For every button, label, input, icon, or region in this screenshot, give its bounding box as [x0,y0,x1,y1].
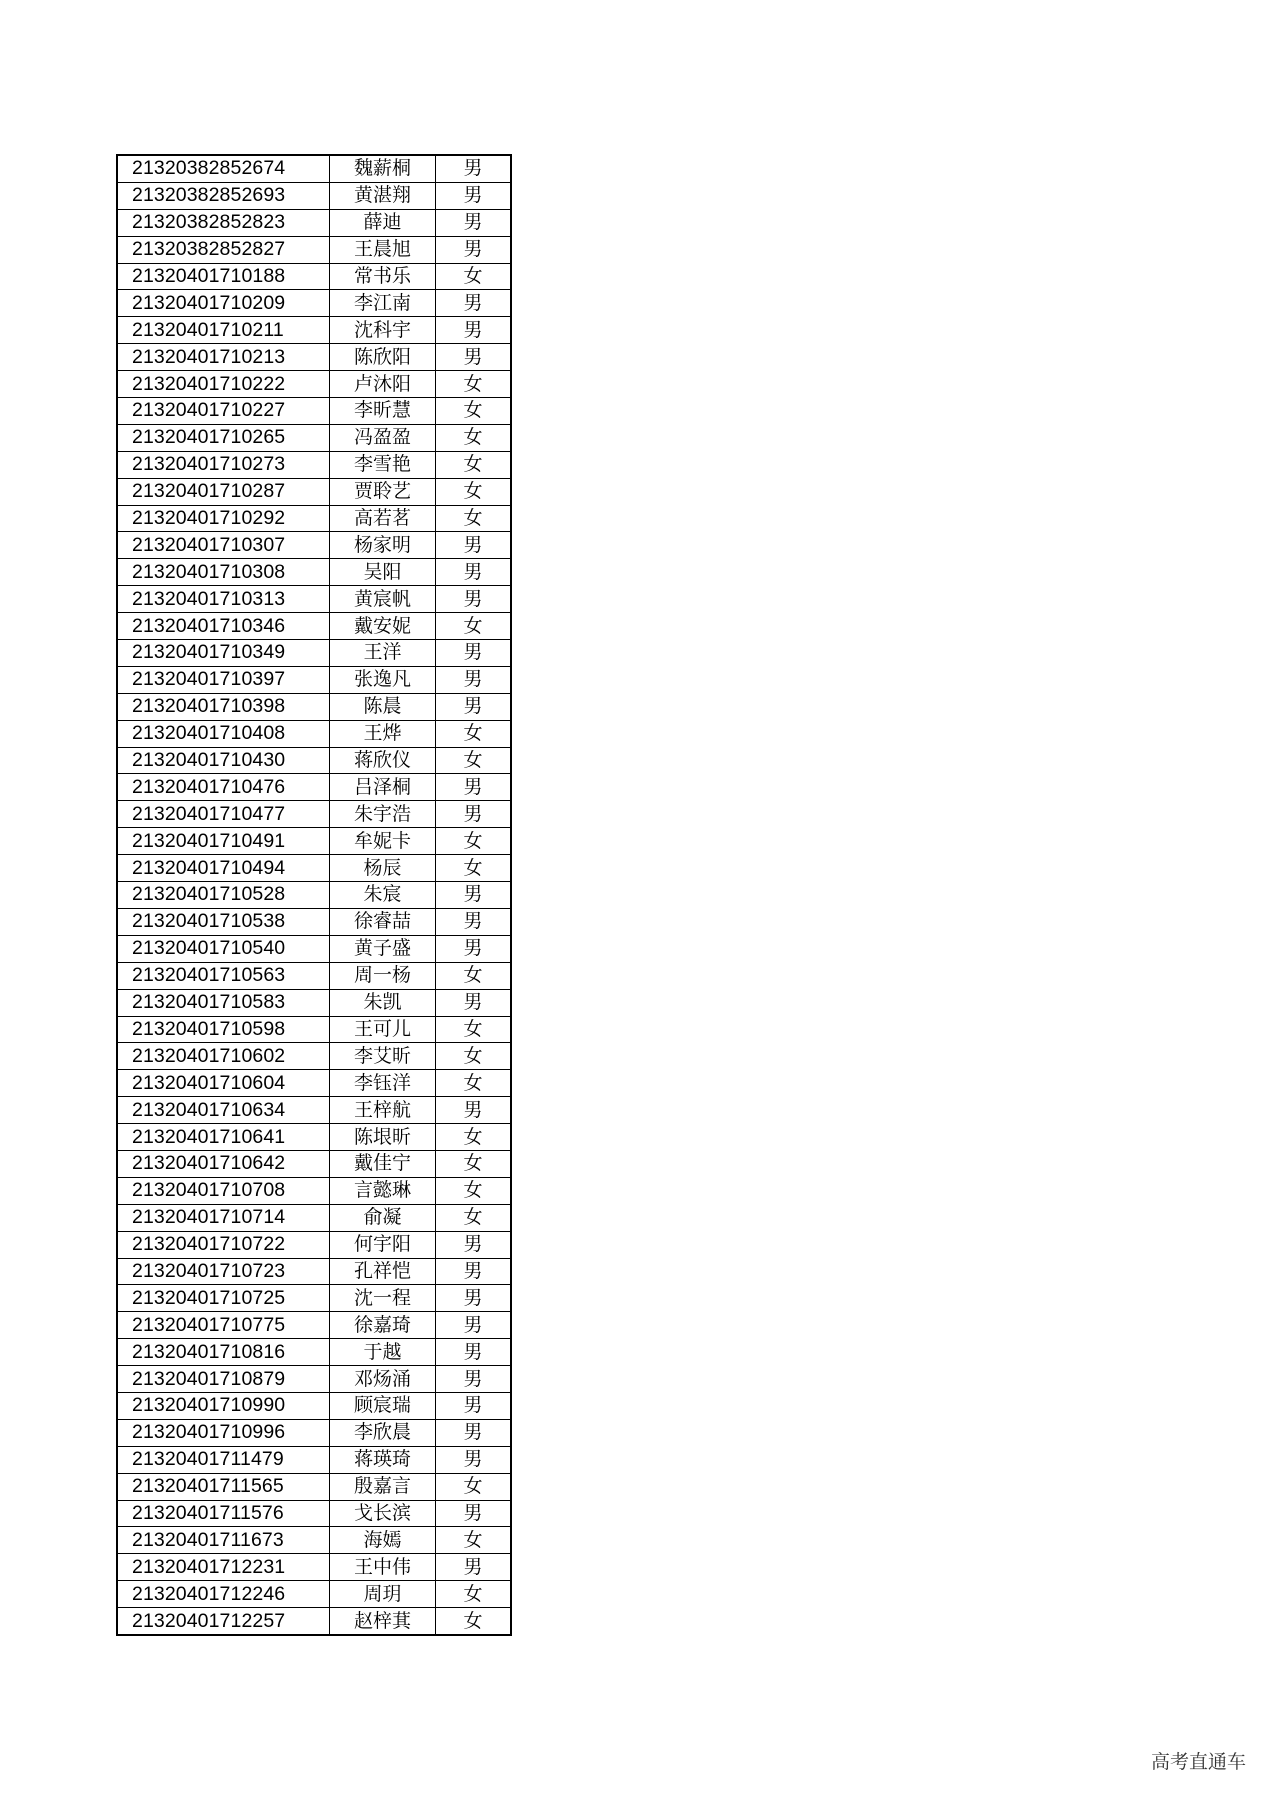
student-name-cell: 顾宸瑞 [330,1392,436,1419]
gender-cell: 男 [436,774,512,801]
gender-cell: 女 [436,1608,512,1635]
table-body [117,155,511,1635]
student-name-cell: 蒋瑛琦 [330,1446,436,1473]
student-name-cell: 于越 [330,1339,436,1366]
exam-id-cell: 21320401710598 [117,1016,330,1043]
gender-cell: 男 [436,1419,512,1446]
student-name-cell: 王中伟 [330,1554,436,1581]
table-row [117,855,511,882]
table-row [117,1500,511,1527]
table-row [117,236,511,263]
student-name-cell: 李钰洋 [330,1070,436,1097]
table-row [117,1204,511,1231]
table-row [117,317,511,344]
gender-cell: 男 [436,801,512,828]
student-name-cell: 黄宸帆 [330,586,436,613]
exam-id-cell: 21320401711565 [117,1473,330,1500]
table-row [117,935,511,962]
exam-id-cell: 21320382852827 [117,236,330,263]
exam-id-cell: 21320401710528 [117,882,330,909]
exam-id-cell: 21320401710397 [117,666,330,693]
table-row [117,1124,511,1151]
gender-cell: 男 [436,209,512,236]
gender-cell: 男 [436,155,512,182]
table-row [117,1581,511,1608]
gender-cell: 女 [436,1016,512,1043]
table-row [117,451,511,478]
gender-cell: 女 [436,1124,512,1151]
gender-cell: 女 [436,1150,512,1177]
exam-id-cell: 21320401711479 [117,1446,330,1473]
exam-id-cell: 21320401710990 [117,1392,330,1419]
table-row [117,1258,511,1285]
gender-cell: 女 [436,1204,512,1231]
gender-cell: 女 [436,478,512,505]
student-name-cell: 李艾昕 [330,1043,436,1070]
gender-cell: 男 [436,666,512,693]
student-name-cell: 朱宸 [330,882,436,909]
student-name-cell: 陈垠昕 [330,1124,436,1151]
table-row [117,1231,511,1258]
exam-id-cell: 21320401710602 [117,1043,330,1070]
table-row [117,1392,511,1419]
student-name-cell: 周一杨 [330,962,436,989]
gender-cell: 女 [436,613,512,640]
student-name-cell: 牟妮卡 [330,828,436,855]
exam-id-cell: 21320401710491 [117,828,330,855]
table-row [117,1419,511,1446]
table-row [117,1608,511,1635]
student-name-cell: 朱凯 [330,989,436,1016]
table-row [117,559,511,586]
exam-id-cell: 21320401710213 [117,344,330,371]
gender-cell: 男 [436,317,512,344]
student-name-cell: 李江南 [330,290,436,317]
student-name-cell: 殷嘉言 [330,1473,436,1500]
table-row [117,962,511,989]
exam-id-cell: 21320401710634 [117,1097,330,1124]
gender-cell: 女 [436,828,512,855]
table-row [117,882,511,909]
gender-cell: 男 [436,1366,512,1393]
exam-id-cell: 21320401710723 [117,1258,330,1285]
student-name-cell: 王梓航 [330,1097,436,1124]
student-name-cell: 周玥 [330,1581,436,1608]
exam-id-cell: 21320401710725 [117,1285,330,1312]
exam-id-cell: 21320401710307 [117,532,330,559]
gender-cell: 女 [436,855,512,882]
gender-cell: 男 [436,1285,512,1312]
exam-id-cell: 21320401710583 [117,989,330,1016]
table-row [117,344,511,371]
gender-cell: 女 [436,371,512,398]
gender-cell: 女 [436,263,512,290]
student-name-cell: 高若茗 [330,505,436,532]
student-name-cell: 王晨旭 [330,236,436,263]
exam-id-cell: 21320401710313 [117,586,330,613]
table-row [117,371,511,398]
student-name-cell: 俞凝 [330,1204,436,1231]
gender-cell: 男 [436,1258,512,1285]
student-name-cell: 戴佳宁 [330,1150,436,1177]
student-name-cell: 戈长滨 [330,1500,436,1527]
student-name-cell: 陈欣阳 [330,344,436,371]
table-row [117,1366,511,1393]
exam-id-cell: 21320401710308 [117,559,330,586]
gender-cell: 男 [436,935,512,962]
exam-id-cell: 21320401710349 [117,640,330,667]
student-name-cell: 黄湛翔 [330,182,436,209]
table-row [117,1527,511,1554]
student-list-table [116,154,512,1636]
exam-id-cell: 21320382852674 [117,155,330,182]
exam-id-cell: 21320401712257 [117,1608,330,1635]
table-row [117,1016,511,1043]
gender-cell: 男 [436,989,512,1016]
gender-cell: 女 [436,1581,512,1608]
gender-cell: 男 [436,1231,512,1258]
table-row [117,424,511,451]
gender-cell: 男 [436,640,512,667]
exam-id-cell: 21320401710346 [117,613,330,640]
student-name-cell: 言懿琳 [330,1177,436,1204]
exam-id-cell: 21320401710775 [117,1312,330,1339]
student-name-cell: 海嫣 [330,1527,436,1554]
student-name-cell: 徐睿喆 [330,908,436,935]
watermark-text: 高考直通车 [1150,1751,1246,1773]
exam-id-cell: 21320401710188 [117,263,330,290]
table-row [117,801,511,828]
gender-cell: 女 [436,720,512,747]
gender-cell: 男 [436,182,512,209]
table-row [117,1150,511,1177]
gender-cell: 男 [436,344,512,371]
table-row [117,613,511,640]
table-row [117,666,511,693]
gender-cell: 女 [436,1473,512,1500]
exam-id-cell: 21320401710816 [117,1339,330,1366]
student-name-cell: 王洋 [330,640,436,667]
table-row [117,640,511,667]
table-row [117,828,511,855]
table-row [117,398,511,425]
gender-cell: 男 [436,1446,512,1473]
student-name-cell: 孔祥恺 [330,1258,436,1285]
gender-cell: 男 [436,1339,512,1366]
gender-cell: 女 [436,505,512,532]
gender-cell: 女 [436,451,512,478]
gender-cell: 女 [436,747,512,774]
gender-cell: 女 [436,1070,512,1097]
table-row [117,1070,511,1097]
student-name-cell: 魏薪桐 [330,155,436,182]
exam-id-cell: 21320401710996 [117,1419,330,1446]
exam-id-cell: 21320401710408 [117,720,330,747]
exam-id-cell: 21320401710714 [117,1204,330,1231]
exam-id-cell: 21320401710642 [117,1150,330,1177]
table-row [117,209,511,236]
exam-id-cell: 21320401710265 [117,424,330,451]
exam-id-cell: 21320401710292 [117,505,330,532]
table-row [117,1446,511,1473]
student-name-cell: 贾聆艺 [330,478,436,505]
table-row [117,1097,511,1124]
table-row [117,290,511,317]
table-row [117,1339,511,1366]
student-name-cell: 李雪艳 [330,451,436,478]
gender-cell: 男 [436,586,512,613]
student-name-cell: 王可儿 [330,1016,436,1043]
exam-id-cell: 21320401711576 [117,1500,330,1527]
student-name-cell: 沈科宇 [330,317,436,344]
exam-id-cell: 21320401710722 [117,1231,330,1258]
gender-cell: 女 [436,424,512,451]
gender-cell: 女 [436,962,512,989]
gender-cell: 男 [436,290,512,317]
exam-id-cell: 21320382852693 [117,182,330,209]
gender-cell: 男 [436,236,512,263]
student-name-cell: 杨家明 [330,532,436,559]
table-row [117,747,511,774]
exam-id-cell: 21320401710494 [117,855,330,882]
student-name-cell: 蒋欣仪 [330,747,436,774]
gender-cell: 男 [436,1392,512,1419]
exam-id-cell: 21320401711673 [117,1527,330,1554]
exam-id-cell: 21320401710476 [117,774,330,801]
exam-id-cell: 21320401710227 [117,398,330,425]
student-name-cell: 吕泽桐 [330,774,436,801]
table-row [117,586,511,613]
exam-id-cell: 21320401710211 [117,317,330,344]
student-name-cell: 陈晨 [330,693,436,720]
table-row [117,908,511,935]
exam-id-cell: 21320401710641 [117,1124,330,1151]
exam-id-cell: 21320401710273 [117,451,330,478]
table-row [117,1043,511,1070]
gender-cell: 男 [436,1312,512,1339]
exam-id-cell: 21320401710287 [117,478,330,505]
exam-id-cell: 21320401710540 [117,935,330,962]
student-name-cell: 黄子盛 [330,935,436,962]
table-row [117,720,511,747]
gender-cell: 女 [436,1527,512,1554]
exam-id-cell: 21320401710477 [117,801,330,828]
exam-id-cell: 21320401710563 [117,962,330,989]
gender-cell: 男 [436,693,512,720]
gender-cell: 男 [436,908,512,935]
table-row [117,1473,511,1500]
student-name-cell: 冯盈盈 [330,424,436,451]
exam-id-cell: 21320401712231 [117,1554,330,1581]
exam-id-cell: 21320401710430 [117,747,330,774]
table-row [117,478,511,505]
table-row [117,774,511,801]
student-name-cell: 戴安妮 [330,613,436,640]
student-name-cell: 张逸凡 [330,666,436,693]
gender-cell: 女 [436,398,512,425]
exam-id-cell: 21320401710604 [117,1070,330,1097]
student-name-cell: 吴阳 [330,559,436,586]
table-row [117,1285,511,1312]
exam-id-cell: 21320401710879 [117,1366,330,1393]
student-name-cell: 邓炀涌 [330,1366,436,1393]
gender-cell: 男 [436,1554,512,1581]
table-row [117,693,511,720]
exam-id-cell: 21320401712246 [117,1581,330,1608]
exam-id-cell: 21320401710538 [117,908,330,935]
table-row [117,532,511,559]
gender-cell: 女 [436,1043,512,1070]
table-row [117,182,511,209]
gender-cell: 男 [436,882,512,909]
table-row [117,989,511,1016]
table-row [117,263,511,290]
student-name-cell: 杨辰 [330,855,436,882]
student-name-cell: 朱宇浩 [330,801,436,828]
student-name-cell: 沈一程 [330,1285,436,1312]
student-name-cell: 李欣晨 [330,1419,436,1446]
student-name-cell: 李昕慧 [330,398,436,425]
gender-cell: 男 [436,1097,512,1124]
student-name-cell: 何宇阳 [330,1231,436,1258]
gender-cell: 男 [436,532,512,559]
table-row [117,505,511,532]
table-row [117,1177,511,1204]
student-name-cell: 王烨 [330,720,436,747]
student-name-cell: 卢沐阳 [330,371,436,398]
student-name-cell: 徐嘉琦 [330,1312,436,1339]
gender-cell: 男 [436,559,512,586]
exam-id-cell: 21320382852823 [117,209,330,236]
exam-id-cell: 21320401710209 [117,290,330,317]
table-row [117,1312,511,1339]
exam-id-cell: 21320401710398 [117,693,330,720]
gender-cell: 男 [436,1500,512,1527]
student-name-cell: 赵梓萁 [330,1608,436,1635]
exam-id-cell: 21320401710222 [117,371,330,398]
student-name-cell: 薛迪 [330,209,436,236]
table-row [117,155,511,182]
student-name-cell: 常书乐 [330,263,436,290]
exam-id-cell: 21320401710708 [117,1177,330,1204]
gender-cell: 女 [436,1177,512,1204]
table-row [117,1554,511,1581]
